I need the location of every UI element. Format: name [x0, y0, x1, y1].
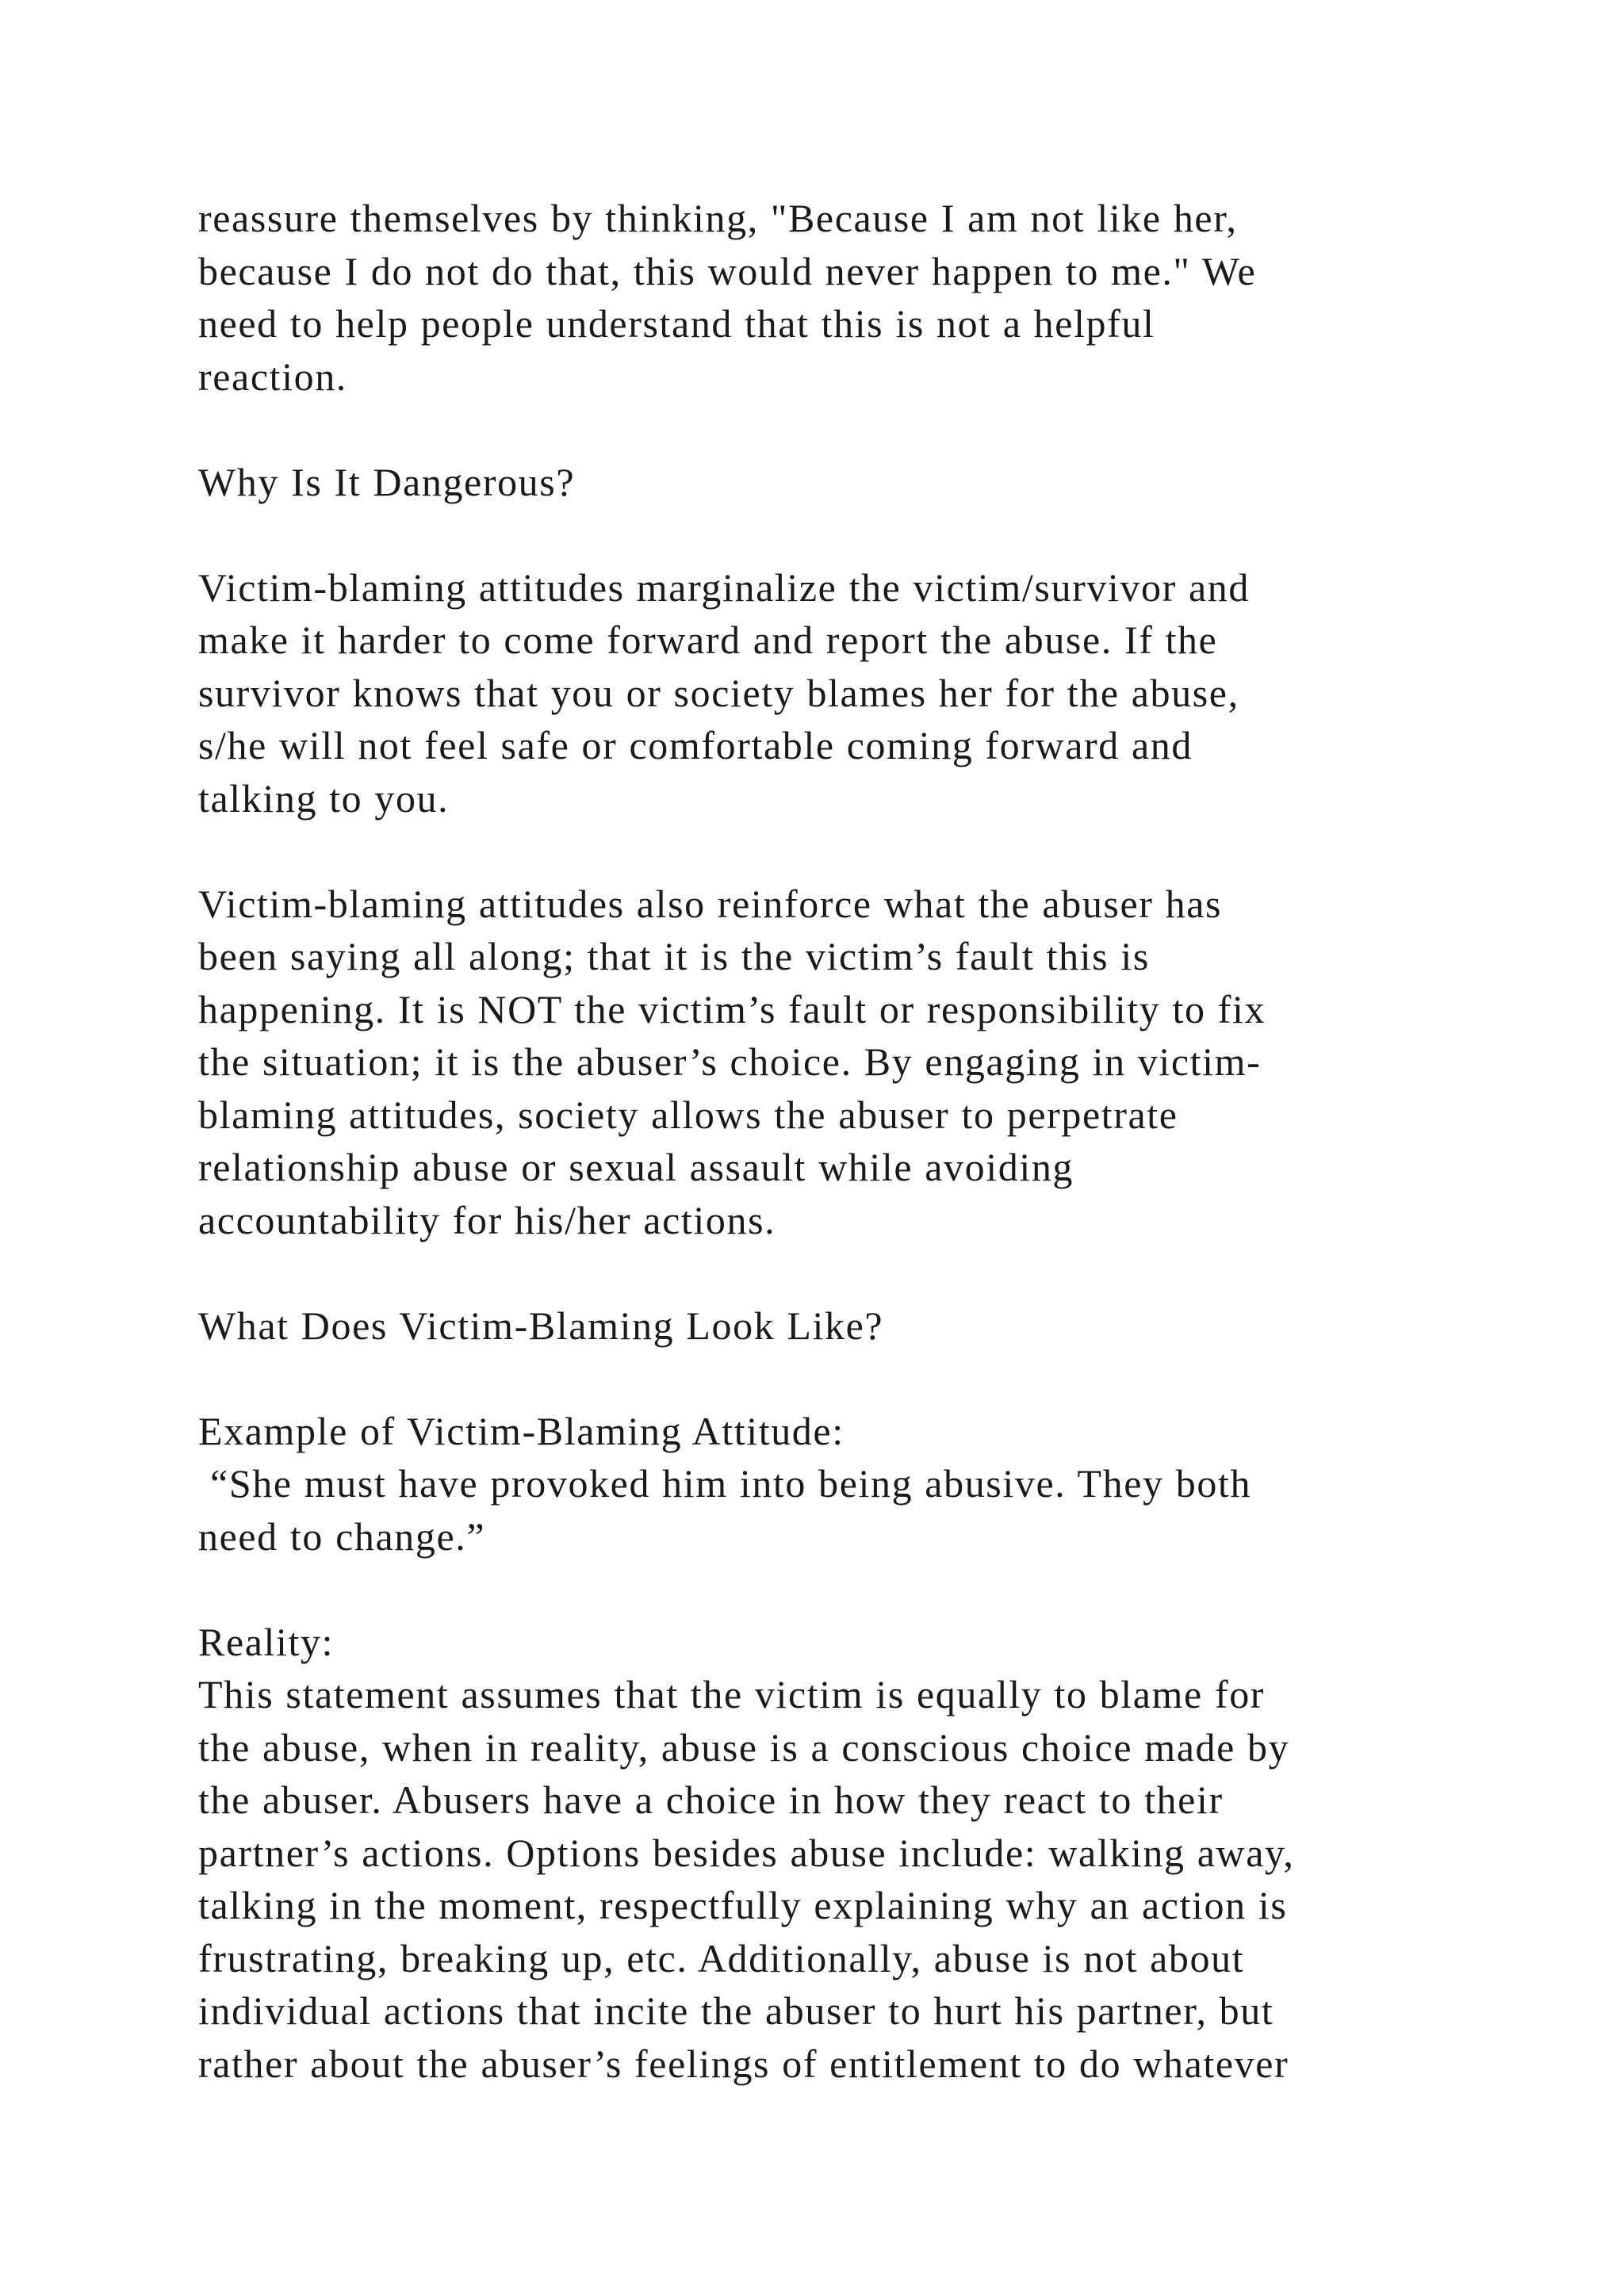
- text-line: relationship abuse or sexual assault while avoiding: [198, 1145, 1074, 1189]
- text-line: talking to you.: [198, 775, 450, 821]
- text-line: need to help people understand that this is not a helpful: [198, 301, 1155, 346]
- text-line: talking in the moment, respectfully explaining why an action is: [198, 1883, 1288, 1927]
- section-heading: What Does Victim-Blaming Look Like?: [198, 1303, 884, 1348]
- text-line: This statement assumes that the victim is equally to blame for: [198, 1672, 1266, 1716]
- text-line: Victim-blaming attitudes also reinforce what the abuser has: [198, 881, 1223, 926]
- text-line: happening. It is NOT the victim’s fault or responsibility to fix: [198, 986, 1266, 1031]
- paragraph-spacer: [198, 403, 1499, 456]
- text-line: because I do not do that, this would never happen to me." We: [198, 248, 1257, 293]
- section-heading: Why Is It Dangerous?: [198, 459, 576, 504]
- example-label: Example of Victim-Blaming Attitude:: [198, 1408, 845, 1453]
- text-line: frustrating, breaking up, etc. Additionally, abuse is not about: [198, 1935, 1245, 1980]
- text-line: accountability for his/her actions.: [198, 1197, 776, 1242]
- document-body: [198, 192, 1499, 2090]
- text-line: the abuser. Abusers have a choice in how they react to their: [198, 1777, 1224, 1822]
- example-quote: need to change.”: [198, 1513, 486, 1559]
- paragraph-spacer: [198, 825, 1499, 878]
- text-line: the situation; it is the abuser’s choice. By engaging in victim-: [198, 1039, 1262, 1084]
- text-line: individual actions that incite the abuser to hurt his partner, but: [198, 1988, 1274, 2033]
- reality-label: Reality:: [198, 1619, 335, 1664]
- text-line: reassure themselves by thinking, "Because I am not like her,: [198, 196, 1238, 240]
- example-quote: “She must have provoked him into being abusive. They both: [198, 1461, 1252, 1506]
- text-line: make it harder to come forward and report the abuse. If the: [198, 618, 1218, 662]
- paragraph-spacer: [198, 508, 1499, 561]
- text-line: survivor knows that you or society blames her for the abuse,: [198, 670, 1239, 715]
- text-line: been saying all along; that it is the victim’s fault this is: [198, 934, 1150, 978]
- text-line: blaming attitudes, society allows the abuser to perpetrate: [198, 1092, 1178, 1137]
- text-line: s/he will not feel safe or comfortable coming forward and: [198, 723, 1193, 767]
- text-line: reaction.: [198, 354, 347, 399]
- text-line: rather about the abuser’s feelings of entitlement to do whatever: [198, 2041, 1289, 2086]
- text-line: the abuse, when in reality, abuse is a conscious choice made by: [198, 1724, 1290, 1770]
- paragraph-spacer: [198, 1563, 1499, 1616]
- paragraph-spacer: [198, 1246, 1499, 1299]
- text-line: Victim-blaming attitudes marginalize the victim/survivor and: [198, 564, 1250, 610]
- text-line: partner’s actions. Options besides abuse include: walking away,: [198, 1830, 1295, 1875]
- paragraph-spacer: [198, 1352, 1499, 1405]
